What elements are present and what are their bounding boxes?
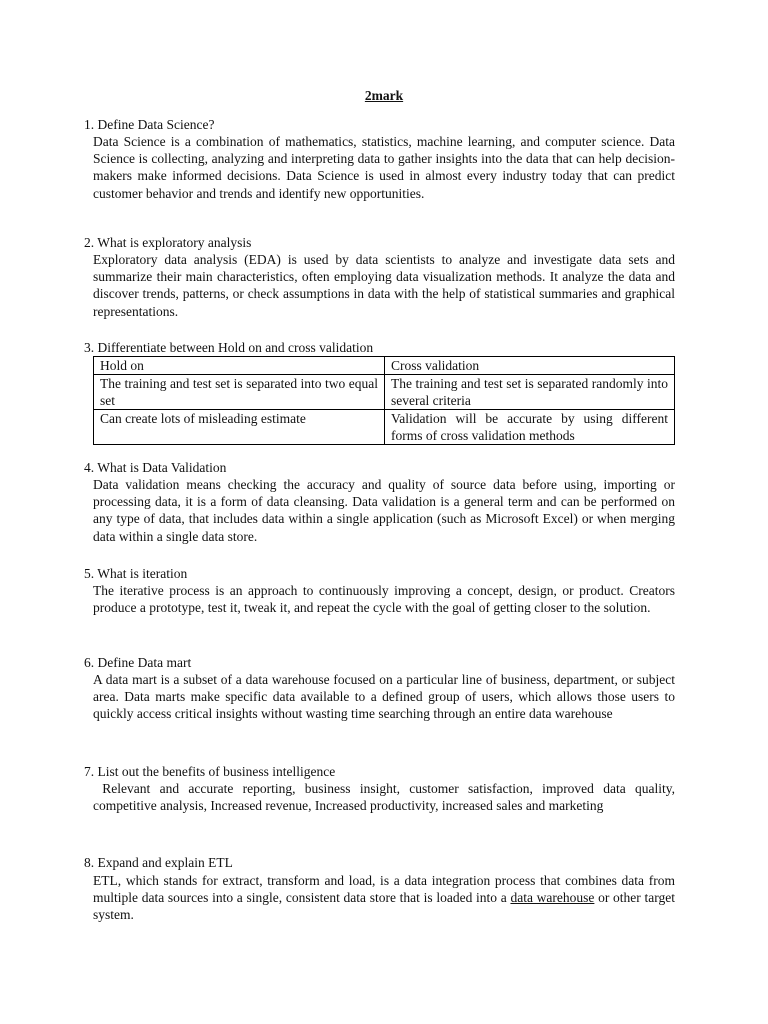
table-header-cell: Cross validation	[385, 357, 675, 375]
answer-8-text-after: or other target system.	[93, 890, 675, 923]
comparison-table	[93, 356, 675, 445]
question-5: 5. What is iteration	[84, 566, 188, 581]
answer-7	[93, 780, 675, 814]
answer-5: The iterative process is an approach to continuously improving a concept, design, or product. Creators produce a prototype, test it, tweak it, and repeat the cycle with the goal of getting closer to the solution.	[93, 583, 675, 616]
question-1: 1. Define Data Science?	[84, 117, 215, 132]
question-4: 4. What is Data Validation	[84, 460, 227, 475]
page-title: 2mark	[364, 88, 404, 103]
table-cell: The training and test set is separated into two equal set	[94, 375, 385, 410]
table-cell: Validation will be accurate by using different forms of cross validation methods	[385, 410, 675, 445]
table-header-row	[94, 357, 675, 375]
question-3: 3. Differentiate between Hold on and cross validation	[84, 340, 374, 355]
question-2: 2. What is exploratory analysis	[84, 235, 252, 250]
question-7: 7. List out the benefits of business intelligence	[84, 764, 336, 779]
answer-8-text-before: ETL, which stands for extract, transform and load, is a data integration process that combines data from multiple data sources into a single, consistent data store that is loaded into a	[93, 873, 675, 906]
table-row	[94, 410, 675, 445]
data-warehouse-link[interactable]: data warehouse	[510, 890, 595, 906]
answer-6: A data mart is a subset of a data warehouse focused on a particular line of business, department, or subject area. Data marts make specific data available to a defined group of users, which allows those users to quickly access critical insights without wasting time searching through an entire data warehouse	[93, 672, 675, 722]
table-cell: Can create lots of misleading estimate	[94, 410, 385, 445]
table-row	[94, 375, 675, 410]
question-6: 6. Define Data mart	[84, 655, 192, 670]
answer-2: Exploratory data analysis (EDA) is used by data scientists to analyze and investigate data sets and summarize their main characteristics, often employing data visualization methods. It analyze the data and discover trends, patterns, or check assumptions in data with the help of statistical summaries and graphical representations.	[93, 252, 675, 319]
table-header-cell: Hold on	[94, 357, 385, 375]
answer-1: Data Science is a combination of mathematics, statistics, machine learning, and computer science. Data Science is collecting, analyzing and interpreting data to gather insights into the data that can help decision-makers make informed decisions. Data Science is used in almost every industry today that can predict customer behavior and trends and identify new opportunities.	[93, 134, 675, 201]
question-8: 8. Expand and explain ETL	[84, 855, 233, 870]
answer-4: Data validation means checking the accuracy and quality of source data before using, importing or processing data, it is a form of data cleansing. Data validation is a general term and can be performed on any type of data, that includes data within a single application (such as Microsoft Excel) or when merging data within a single data store.	[93, 477, 675, 544]
answer-7-text: Relevant and accurate reporting, business insight, customer satisfaction, improved data quality, competitive analysis, Increased revenue, Increased productivity, increased sales and marketing	[93, 781, 675, 814]
table-cell: The training and test set is separated randomly into several criteria	[385, 375, 675, 410]
answer-8	[93, 872, 675, 924]
